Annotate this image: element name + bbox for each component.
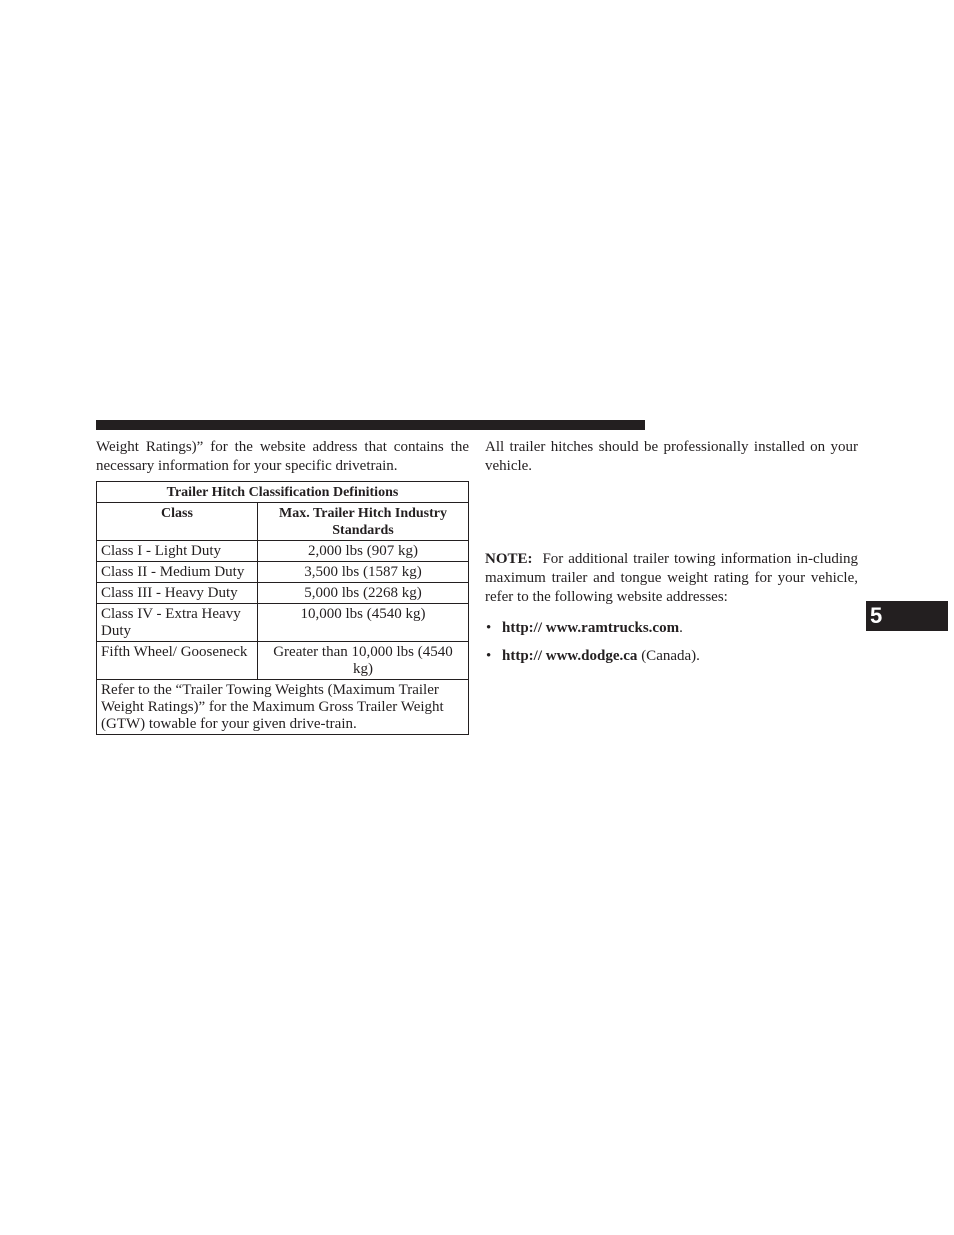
class-cell: Class I - Light Duty xyxy=(97,541,258,562)
chapter-tab: 5 xyxy=(866,601,948,631)
website-link-ramtrucks[interactable]: http:// www.ramtrucks.com xyxy=(502,620,680,636)
class-cell: Class II - Medium Duty xyxy=(97,562,258,583)
table-row xyxy=(97,562,469,583)
table-row xyxy=(97,583,469,604)
note-text: For additional trailer towing information in-cluding maximum trailer and tongue weight rating for your vehicle, refer to the following website addresses: xyxy=(485,551,858,605)
table-footnote-row xyxy=(97,680,469,735)
list-item xyxy=(485,619,858,638)
bullet-icon: • xyxy=(486,620,492,636)
left-column xyxy=(96,438,469,735)
link-suffix: . xyxy=(679,620,683,636)
column-header-standards: Max. Trailer Hitch Industry Standards xyxy=(258,503,469,541)
standard-cell: 10,000 lbs (4540 kg) xyxy=(258,604,469,642)
right-column xyxy=(485,438,858,675)
table-title: Trailer Hitch Classification Definitions xyxy=(97,482,469,503)
standard-cell: 2,000 lbs (907 kg) xyxy=(258,541,469,562)
standard-cell: Greater than 10,000 lbs (4540 kg) xyxy=(258,642,469,680)
table-row xyxy=(97,541,469,562)
table-title-row xyxy=(97,482,469,503)
header-rule xyxy=(96,420,645,430)
table-row xyxy=(97,604,469,642)
hitch-classification-table xyxy=(96,481,469,735)
list-item xyxy=(485,647,858,666)
website-link-dodge[interactable]: http:// www.dodge.ca xyxy=(502,648,638,664)
link-suffix: (Canada). xyxy=(637,648,700,664)
bullet-icon: • xyxy=(486,648,492,664)
column-header-class: Class xyxy=(97,503,258,541)
standard-cell: 3,500 lbs (1587 kg) xyxy=(258,562,469,583)
note-paragraph xyxy=(485,550,858,607)
website-list xyxy=(485,619,858,666)
note-label: NOTE: xyxy=(485,551,533,567)
class-cell: Class IV - Extra Heavy Duty xyxy=(97,604,258,642)
class-cell: Class III - Heavy Duty xyxy=(97,583,258,604)
class-cell: Fifth Wheel/ Gooseneck xyxy=(97,642,258,680)
table-row xyxy=(97,642,469,680)
install-paragraph: All trailer hitches should be professionally installed on your vehicle. xyxy=(485,439,858,474)
intro-paragraph: Weight Ratings)” for the website address that contains the necessary information for your specific drivetrain. xyxy=(96,439,469,474)
table-header-row xyxy=(97,503,469,541)
table-footnote: Refer to the “Trailer Towing Weights (Maximum Trailer Weight Ratings)” for the Maximum Gross Trailer Weight (GTW) towable for your given drive-train. xyxy=(97,680,469,735)
standard-cell: 5,000 lbs (2268 kg) xyxy=(258,583,469,604)
